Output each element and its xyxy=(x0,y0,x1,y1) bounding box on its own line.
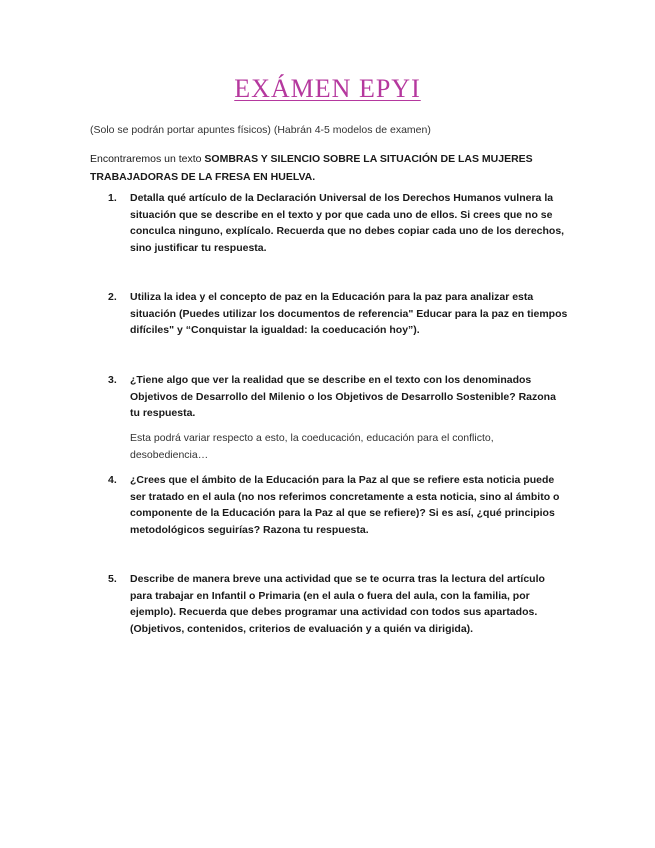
question-2 xyxy=(108,289,568,339)
intro-paragraph xyxy=(90,150,560,186)
question-number: 2. xyxy=(108,291,117,303)
question-text: Describe de manera breve una actividad que se te ocurra tras la lectura del artículo para trabajar en Infantil o Primaria (en el aula o fuera del aula, con la familia, por ejemplo). Recuerda que debes programar una actividad con todos sus apartados. (Objetivos, contenidos, criterios de evaluación y a quién va dirigida). xyxy=(130,573,545,635)
intro-prefix: Encontraremos un texto xyxy=(90,153,205,165)
question-text: ¿Crees que el ámbito de la Educación para la Paz al que se refiere esta noticia puede ser tratado en el aula (no nos referimos concretamente a esta noticia, sino al ámbito o componente de la Educación para la Paz al que se refiere)? Si es así, ¿qué principios metodológicos seguirías? Razona tu respuesta. xyxy=(130,474,560,536)
question-number: 5. xyxy=(108,573,117,585)
exam-note: (Solo se podrán portar apuntes físicos) (Habrán 4-5 modelos de examen) xyxy=(90,124,431,136)
question-5 xyxy=(108,571,568,637)
question-text: Utiliza la idea y el concepto de paz en la Educación para la paz para analizar esta situación (Puedes utilizar los documentos de referencia" Educar para la paz en tiempos difíciles" y “Conquistar la igualdad: la coeducación hoy”). xyxy=(130,291,568,336)
question-3-answer: Esta podrá variar respecto a esto, la coeducación, educación para el conflicto, desobediencia… xyxy=(130,432,494,461)
question-1 xyxy=(108,190,568,256)
question-text: Detalla qué artículo de la Declaración Universal de los Derechos Humanos vulnera la situación que se describe en el texto y por que cada uno de ellos. Si crees que no se conculca ninguno, explícalo. Recuerda que no debes copiar cada uno de los derechos, sino justificar tu respuesta. xyxy=(130,192,565,254)
question-3 xyxy=(108,372,568,422)
question-number: 4. xyxy=(108,474,117,486)
question-number: 3. xyxy=(108,374,117,386)
question-number: 1. xyxy=(108,192,117,204)
page-title: EXÁMEN EPYI xyxy=(234,74,421,103)
question-4 xyxy=(108,472,568,538)
intro-text-title: SOMBRAS Y SILENCIO SOBRE LA SITUACIÓN DE LAS MUJERES TRABAJADORAS DE LA FRESA EN HUELVA. xyxy=(90,153,533,183)
question-text: ¿Tiene algo que ver la realidad que se describe en el texto con los denominados Objetivos de Desarrollo del Milenio o los Objetivos de Desarrollo Sostenible? Razona tu respuesta. xyxy=(130,374,556,419)
